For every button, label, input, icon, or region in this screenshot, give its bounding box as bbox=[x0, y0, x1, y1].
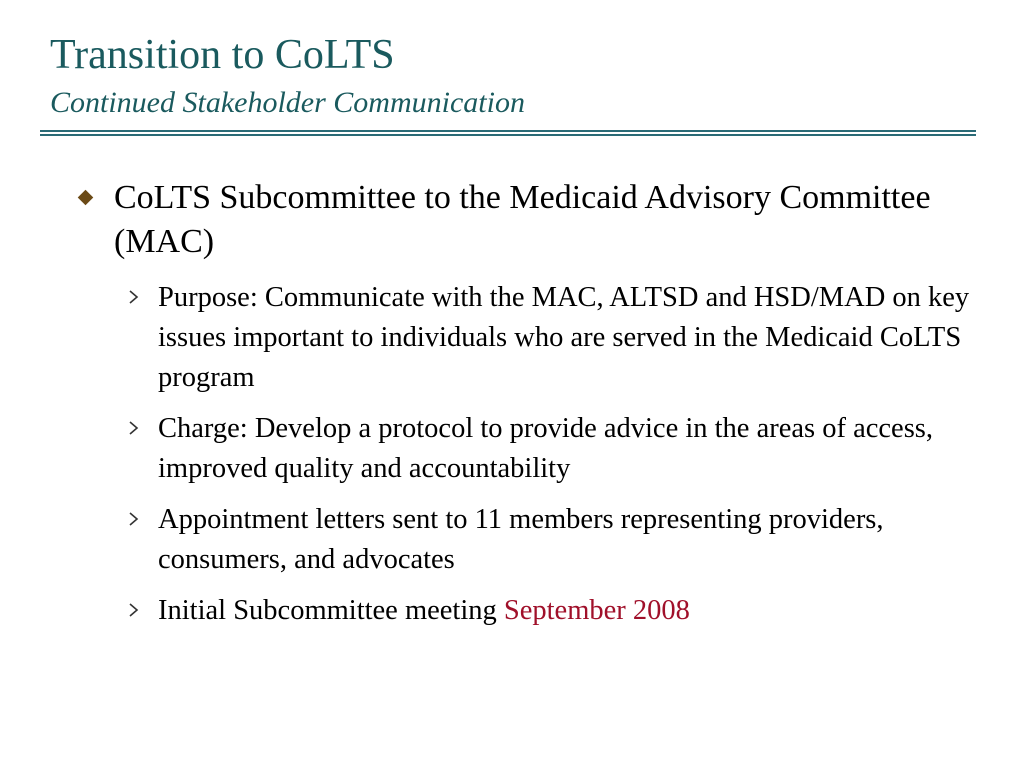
meeting-date: September 2008 bbox=[503, 595, 690, 626]
title-divider-bottom bbox=[40, 134, 976, 136]
chevron-right-icon bbox=[128, 599, 140, 621]
chevron-right-icon bbox=[128, 286, 140, 308]
sub-bullet-text: Purpose: Communicate with the MAC, ALTSD and HSD/MAD on key issues important to individuals who are served in the Medicaid CoLTS program bbox=[158, 282, 970, 393]
sub-bullet-text: Initial Subcommittee meeting bbox=[158, 595, 504, 626]
sub-bullet-item bbox=[126, 409, 986, 489]
sub-bullet-item bbox=[126, 500, 986, 580]
sub-bullet-list bbox=[126, 278, 986, 642]
main-bullet-text: CoLTS Subcommittee to the Medicaid Advisory Committee (MAC) bbox=[114, 179, 931, 260]
chevron-right-icon bbox=[128, 508, 140, 530]
diamond-icon bbox=[78, 190, 94, 206]
slide-title: Transition to CoLTS bbox=[50, 32, 395, 78]
sub-bullet-text: Charge: Develop a protocol to provide advice in the areas of access, improved quality and accountability bbox=[158, 413, 934, 484]
sub-bullet-text: Appointment letters sent to 11 members representing providers, consumers, and advocates bbox=[158, 504, 884, 575]
slide-subtitle: Continued Stakeholder Communication bbox=[50, 86, 525, 119]
chevron-right-icon bbox=[128, 417, 140, 439]
title-divider-top bbox=[40, 130, 976, 132]
sub-bullet-item bbox=[126, 591, 986, 631]
sub-bullet-item bbox=[126, 278, 986, 398]
